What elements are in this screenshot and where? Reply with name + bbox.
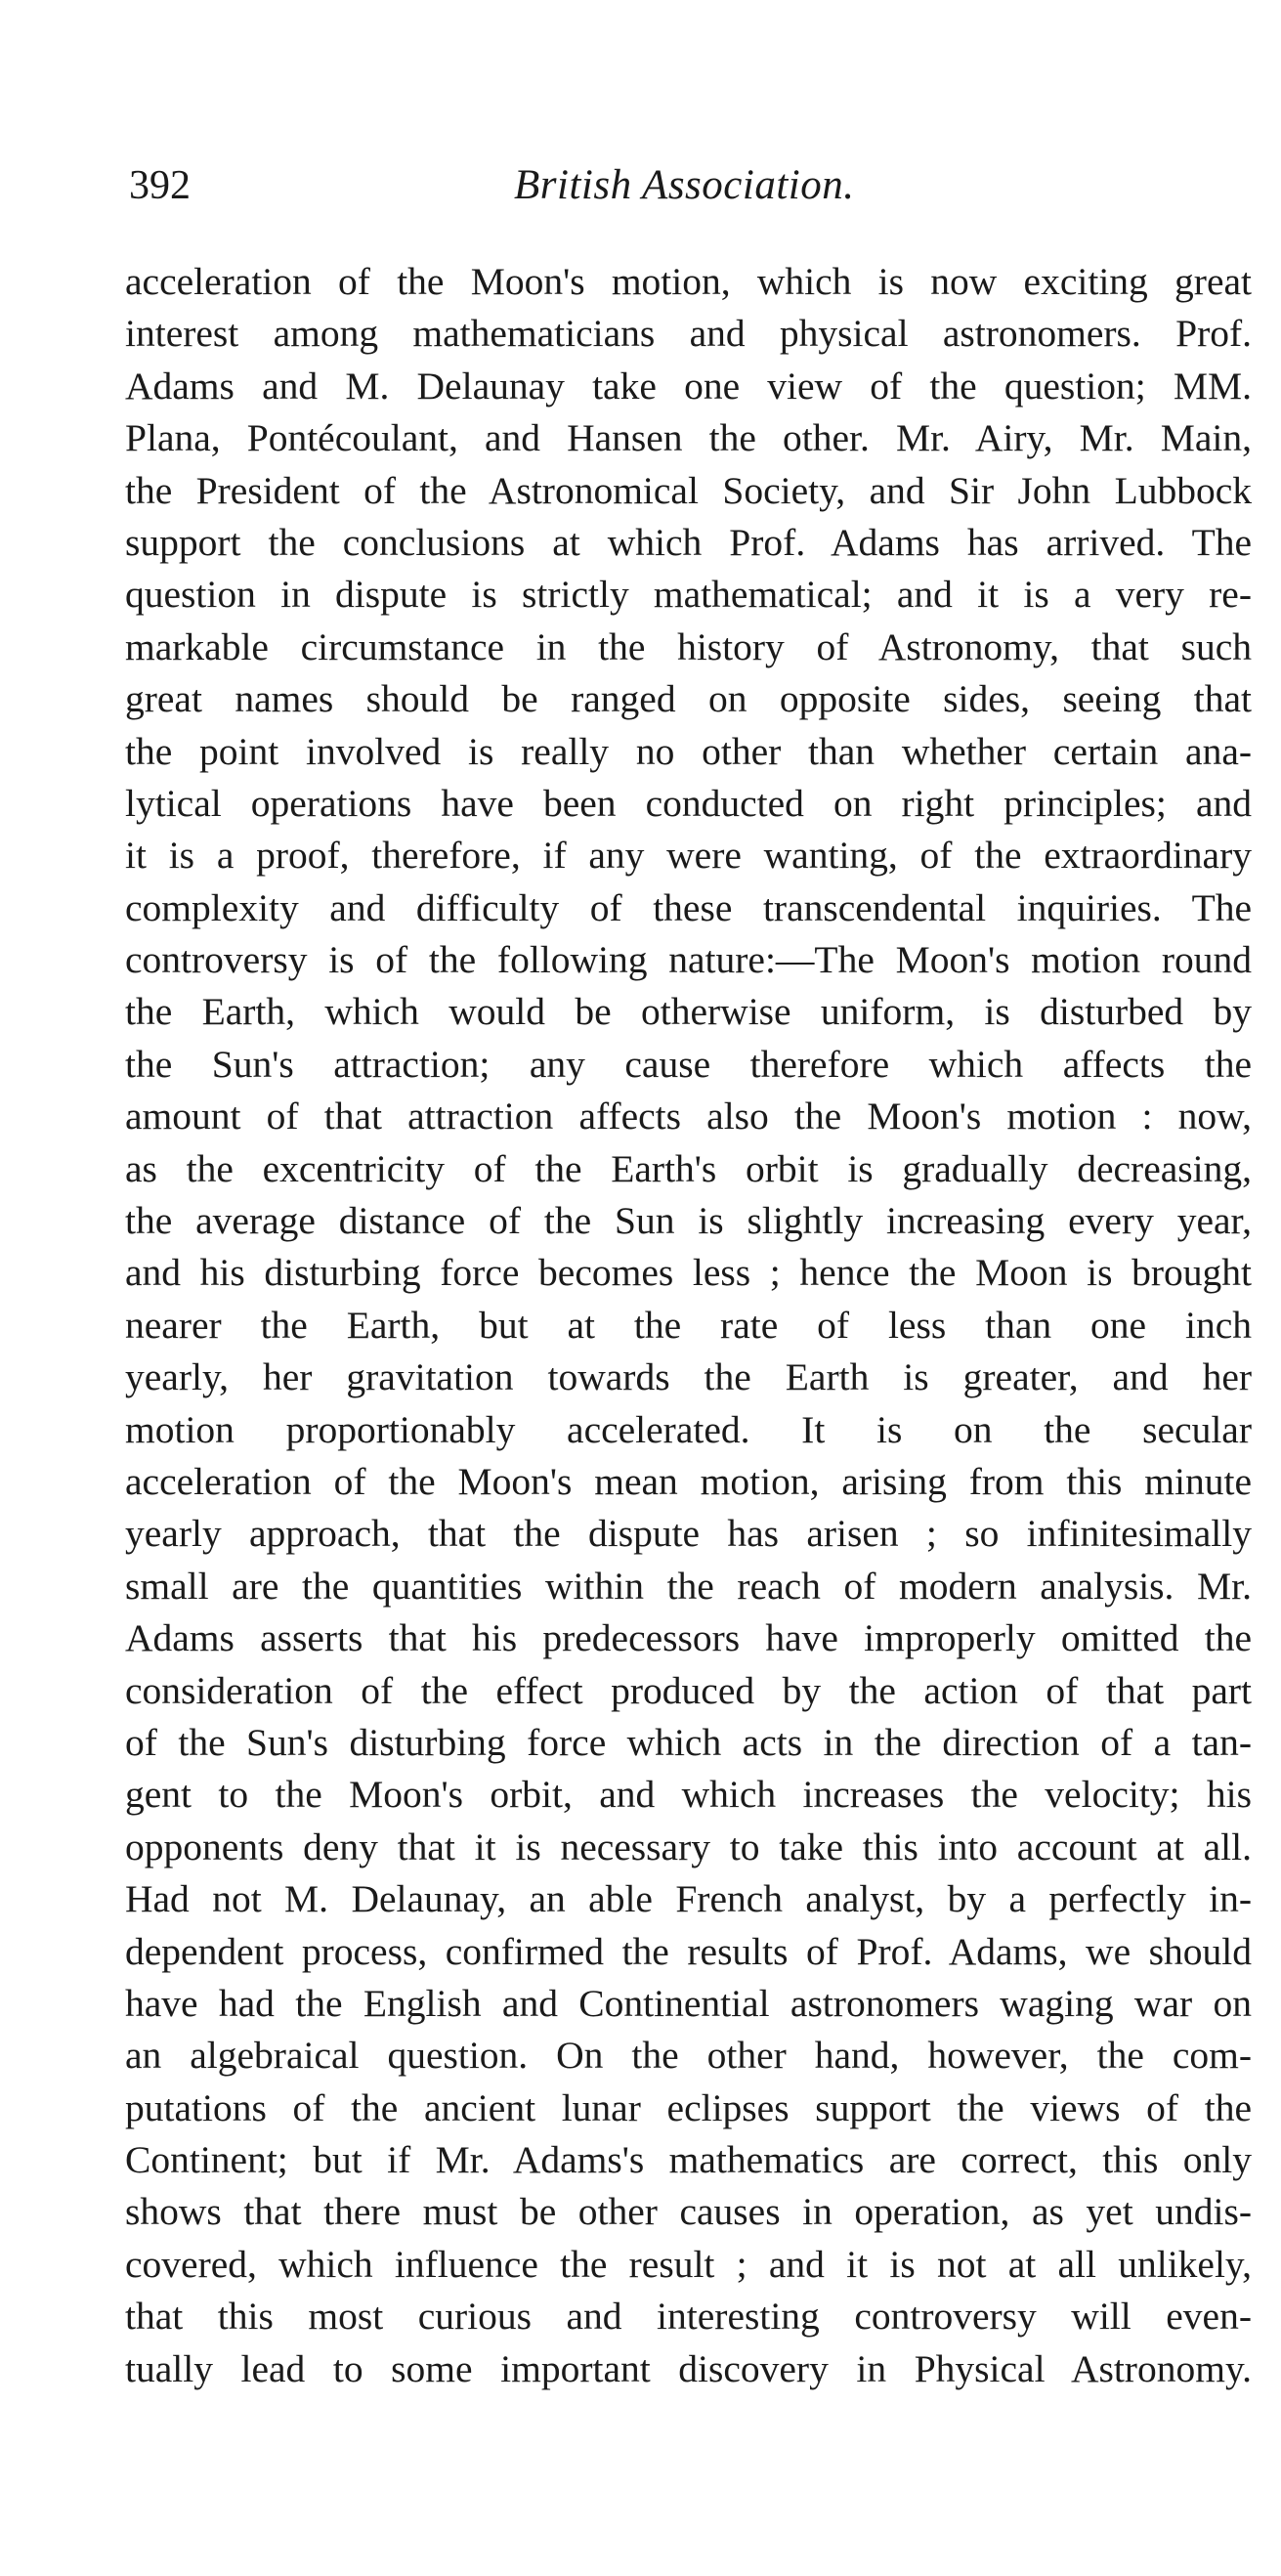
text-line: it is a proof, therefore, if any were wanting, of the extraordinary [125,834,1252,878]
text-line: the Sun's attraction; any cause therefore which affects the [125,1042,1252,1086]
text-line: yearly approach, that the dispute has arisen ; so infinitesimally [125,1512,1252,1556]
text-line: interest among mathematicians and physical astronomers. Prof. [125,312,1252,356]
text-line: complexity and difficulty of these transcendental inquiries. The [125,885,1252,929]
text-line: markable circumstance in the history of Astronomy, that such [125,624,1252,668]
text-line: that this most curious and interesting controversy will even- [125,2295,1252,2339]
text-line: putations of the ancient lunar eclipses support the views of the [125,2085,1252,2129]
text-line: question in dispute is strictly mathematical; and it is a very re- [125,573,1252,617]
text-line: Plana, Pontécoulant, and Hansen the other. Mr. Airy, Mr. Main, [125,416,1252,460]
text-line: support the conclusions at which Prof. Adams has arrived. The [125,520,1252,564]
text-line: dependent process, confirmed the results of Prof. Adams, we should [125,1929,1252,1973]
text-line: Had not M. Delaunay, an able French analyst, by a perfectly in- [125,1877,1252,1921]
page-header [127,158,1260,217]
text-line: tually lead to some important discovery in Physical Astronomy. [125,2346,1252,2390]
text-line: of the Sun's disturbing force which acts in the direction of a tan- [125,1720,1252,1764]
text-line: the Earth, which would be otherwise uniform, is disturbed by [125,990,1252,1034]
page-number: 392 [129,163,191,208]
text-line: the point involved is really no other than whether certain ana- [125,729,1252,773]
text-line: nearer the Earth, but at the rate of less than one inch [125,1303,1252,1347]
text-line: the average distance of the Sun is slightly increasing every year, [125,1199,1252,1243]
text-line: opponents deny that it is necessary to take this into account at all. [125,1825,1252,1868]
text-line: acceleration of the Moon's motion, which is now exciting great [125,260,1252,303]
text-line: lytical operations have been conducted on right principles; and [125,781,1252,825]
body-paragraph [125,256,1252,2395]
text-line: an algebraical question. On the other hand, however, the com- [125,2034,1252,2078]
text-line: have had the English and Continential astronomers waging war on [125,1981,1252,2025]
text-line: motion proportionably accelerated. It is on the secular [125,1407,1252,1451]
text-line: and his disturbing force becomes less ; hence the Moon is brought [125,1251,1252,1295]
text-line: shows that there must be other causes in operation, as yet undis- [125,2190,1252,2234]
text-line: consideration of the effect produced by the action of that part [125,1668,1252,1712]
text-line: small are the quantities within the reach of modern analysis. Mr. [125,1564,1252,1608]
text-line: amount of that attraction affects also the Moon's motion : now, [125,1095,1252,1138]
text-line: Continent; but if Mr. Adams's mathematics are correct, this only [125,2138,1252,2182]
text-line: Adams and M. Delaunay take one view of the question; MM. [125,364,1252,408]
text-line: covered, which influence the result ; and it is not at all unlikely, [125,2242,1252,2286]
text-line: as the excentricity of the Earth's orbit is gradually decreasing, [125,1146,1252,1190]
text-line: Adams asserts that his predecessors have improperly omitted the [125,1616,1252,1660]
text-line: the President of the Astronomical Society, and Sir John Lubbock [125,468,1252,512]
text-line: gent to the Moon's orbit, and which increases the velocity; his [125,1773,1252,1817]
text-line: acceleration of the Moon's mean motion, arising from this minute [125,1459,1252,1503]
text-line: yearly, her gravitation towards the Earth is greater, and her [125,1355,1252,1399]
text-line: controversy is of the following nature:—The Moon's motion round [125,938,1252,982]
text-line: great names should be ranged on opposite sides, seeing that [125,677,1252,721]
running-title: British Association. [514,162,855,208]
